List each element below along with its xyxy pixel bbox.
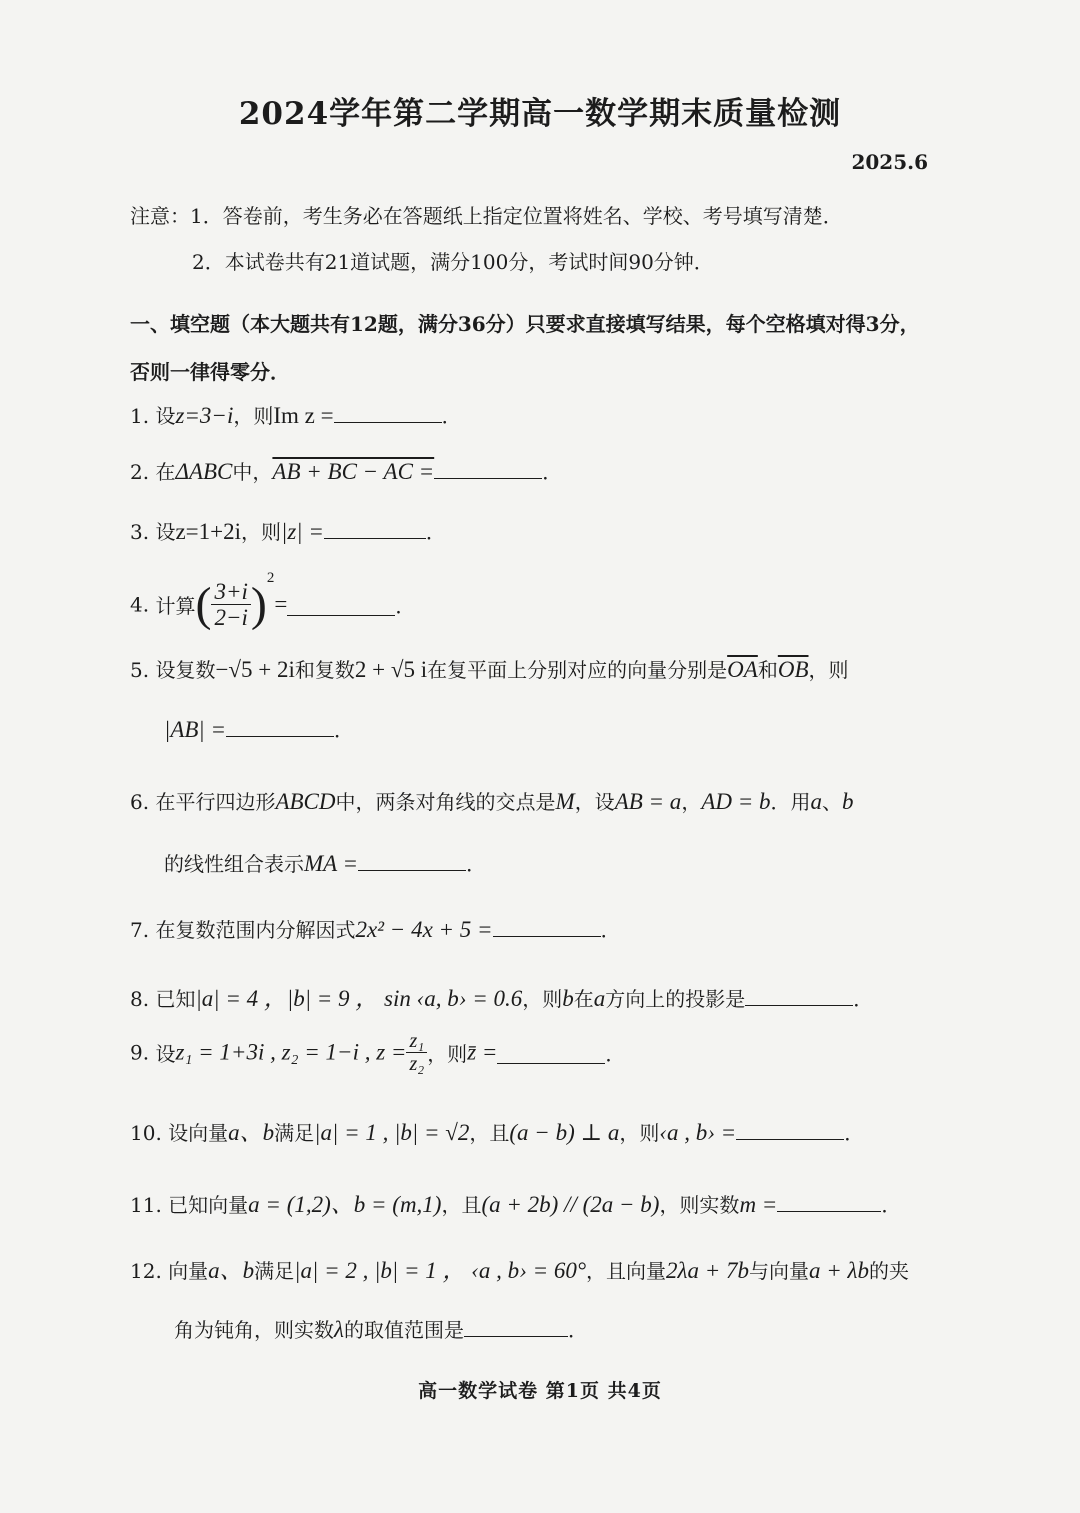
- answer-blank[interactable]: [358, 848, 466, 871]
- question-5-line2: |AB| = ．: [164, 714, 354, 743]
- answer-blank[interactable]: [434, 456, 542, 479]
- question-9: 9. 设z₁ = 1+3i , z₂ = 1−i , z = $\frac{\text{z₁}}{\text{z₂}}$ ，则z̄ = ．: [130, 1030, 626, 1075]
- answer-blank[interactable]: [777, 1189, 881, 1212]
- note-2: 2．本试卷共有21道试题，满分100分，考试时间90分钟．: [192, 250, 714, 274]
- fraction: $\frac{3+i}{2-i}$: [211, 579, 250, 631]
- question-11: 11. 已知向量a = (1,2)、b = (m,1)，且(a + 2b) // (2a − b)，则实数m = ．: [130, 1186, 901, 1219]
- question-3: 3. 设z=1+2i，则|z| = ．: [130, 516, 446, 545]
- answer-blank[interactable]: [287, 593, 395, 616]
- answer-blank[interactable]: [334, 400, 442, 423]
- answer-blank[interactable]: [745, 983, 853, 1006]
- answer-blank[interactable]: [736, 1117, 844, 1140]
- question-4: 4. 计算( $\frac{3+i}{2-i}$ )$^2$= ．: [130, 570, 416, 631]
- section-heading-line2: 否则一律得零分．: [130, 360, 290, 384]
- answer-blank[interactable]: [497, 1041, 605, 1064]
- question-6: 6. 在平行四边形ABCD中，两条对角线的交点是M，设AB = a，AD = b．用a、b: [130, 789, 854, 814]
- question-6-line2: 的线性组合表示MA = ．: [164, 848, 486, 877]
- page-title: 2024学年第二学期高一数学期末质量检测: [238, 96, 842, 132]
- left-paren: (: [195, 578, 212, 631]
- right-paren: ): [250, 578, 267, 631]
- question-10: 10. 设向量a、b满足|a| = 1 , |b| = √2，且(a − b) ⊥ a，则‹a , b› = ．: [130, 1114, 864, 1147]
- exam-date: 2025.6: [851, 150, 928, 174]
- answer-blank[interactable]: [493, 914, 601, 937]
- answer-blank[interactable]: [324, 516, 426, 539]
- question-7: 7. 在复数范围内分解因式2x² − 4x + 5 = ．: [130, 914, 621, 943]
- question-number: 1.: [130, 404, 150, 428]
- fraction: $\frac{\text{z₁}}{\text{z₂}}$: [406, 1030, 427, 1075]
- answer-blank[interactable]: [226, 714, 334, 737]
- question-12: 12. 向量a、b满足|a| = 2 , |b| = 1 ， ‹a , b› = 60°，且向量2λa + 7b与向量a + λb的夹: [130, 1258, 910, 1283]
- question-5: 5. 设复数−√5 + 2i和复数2 + √5 i在复平面上分别对应的向量分别是$\overline{OA}$和$\overline{OB}$，则: [130, 657, 849, 682]
- note-1: 注意：1．答卷前，考生务必在答题纸上指定位置将姓名、学校、考号填写清楚．: [130, 204, 843, 228]
- answer-blank[interactable]: [464, 1314, 568, 1337]
- question-2: 2. 在ΔABC中，AB + BC − AC = ．: [130, 456, 562, 485]
- section-heading-line1: 一、填空题（本大题共有12题，满分36分）只要求直接填写结果，每个空格填对得3分，: [130, 312, 920, 336]
- page-footer: 高一数学试卷 第1页 共4页: [418, 1380, 662, 1402]
- question-1: 1. 设z=3−i，则Im z = ．: [130, 400, 462, 429]
- question-12-line2: 角为钝角，则实数λ的取值范围是 ．: [174, 1314, 588, 1343]
- question-8: 8. 已知|a| = 4 ，|b| = 9 ， sin ‹a, b› = 0.6，则b在a方向上的投影是 ．: [130, 980, 873, 1013]
